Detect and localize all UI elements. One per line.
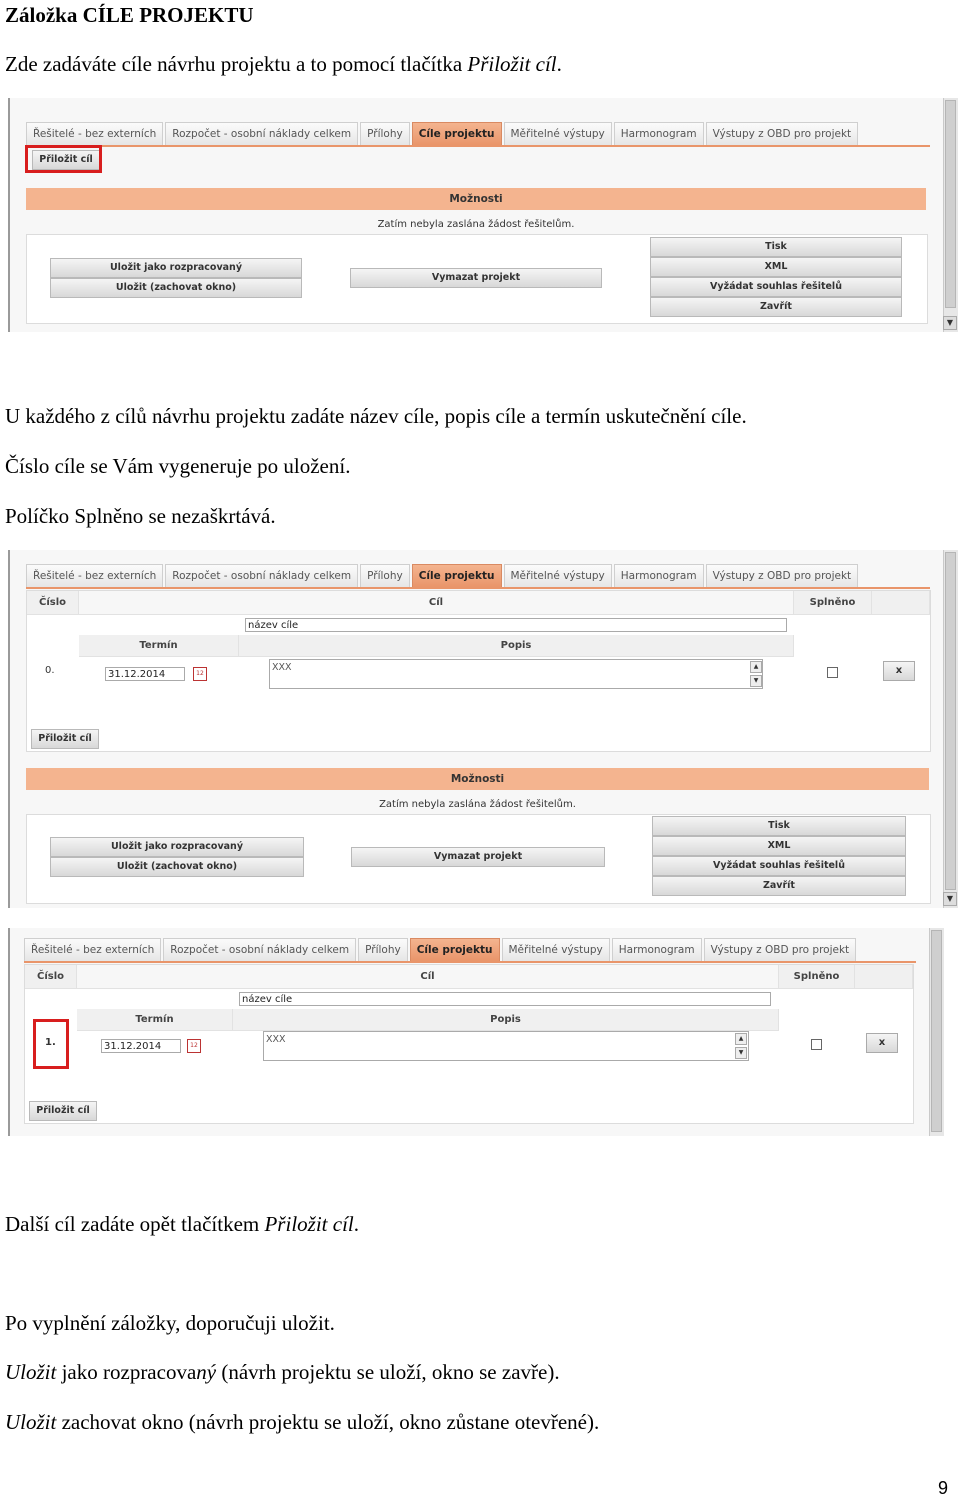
paragraph-2: U každého z cílů návrhu projektu zadáte název cíle, popis cíle a termín uskutečnění cíle. [5, 404, 747, 428]
col-number: Číslo [27, 591, 79, 615]
paragraph-8: Uložit zachovat okno (návrh projektu se uloží, okno zůstane otevřené). [5, 1410, 600, 1434]
request-consent-button[interactable]: Vyžádat souhlas řešitelů [652, 856, 906, 876]
page-number: 9 [937, 1478, 948, 1498]
screenshot-1 [8, 98, 958, 332]
scroll-down-icon[interactable]: ▼ [943, 892, 957, 906]
tab-harmonogram[interactable]: Harmonogram [612, 938, 702, 961]
tab-meritelne-vystupy[interactable]: Měřitelné výstupy [502, 938, 610, 961]
save-draft-button[interactable]: Uložit jako rozpracovaný [50, 837, 304, 857]
goal-number: 1. [45, 1037, 56, 1048]
tab-vystupy-obd[interactable]: Výstupy z OBD pro projekt [706, 122, 859, 145]
attach-goal-button[interactable]: Přiložit cíl [32, 150, 100, 170]
tab-resitele[interactable]: Řešitelé - bez externích [26, 122, 163, 145]
tab-prilohy[interactable]: Přílohy [360, 564, 410, 587]
paragraph-6: Po vyplnění záložky, doporučuji uložit. [5, 1311, 335, 1335]
scrollbar[interactable] [943, 98, 958, 332]
xml-button[interactable]: XML [652, 836, 906, 856]
paragraph-7: Uložit jako rozpracovaný (návrh projektu se uloží, okno se zavře). [5, 1360, 560, 1384]
tab-bar [24, 938, 856, 961]
scroll-up-icon[interactable]: ▲ [750, 661, 762, 673]
tab-prilohy[interactable]: Přílohy [358, 938, 408, 961]
delete-project-button[interactable]: Vymazat projekt [350, 268, 602, 288]
tab-harmonogram[interactable]: Harmonogram [614, 564, 704, 587]
screenshot-2 [8, 550, 958, 908]
tab-meritelne-vystupy[interactable]: Měřitelné výstupy [504, 122, 612, 145]
tab-bar [26, 122, 858, 145]
scroll-down-icon[interactable]: ▼ [943, 316, 957, 330]
tab-rozpocet[interactable]: Rozpočet - osobní náklady celkem [165, 564, 358, 587]
col-term: Termín [79, 635, 239, 657]
done-checkbox[interactable] [811, 1039, 822, 1050]
tab-prilohy[interactable]: Přílohy [360, 122, 410, 145]
print-button[interactable]: Tisk [650, 237, 902, 257]
tab-harmonogram[interactable]: Harmonogram [614, 122, 704, 145]
goal-name-input[interactable]: název cíle [239, 992, 771, 1006]
delete-row-button[interactable]: x [866, 1033, 898, 1053]
save-keep-button[interactable]: Uložit (zachovat okno) [50, 857, 304, 877]
tab-cile-projektu[interactable]: Cíle projektu [410, 938, 500, 961]
goals-table [24, 964, 914, 1124]
save-draft-button[interactable]: Uložit jako rozpracovaný [50, 258, 302, 278]
print-button[interactable]: Tisk [652, 816, 906, 836]
options-header: Možnosti [26, 188, 926, 210]
col-desc: Popis [233, 1009, 779, 1031]
no-request-text: Zatím nebyla zaslána žádost řešitelům. [377, 219, 575, 230]
no-request-text: Zatím nebyla zaslána žádost řešitelům. [379, 799, 576, 810]
request-consent-button[interactable]: Vyžádat souhlas řešitelů [650, 277, 902, 297]
scroll-down-icon[interactable]: ▼ [750, 675, 762, 687]
tab-underline [26, 145, 930, 147]
paragraph-4: Políčko Splněno se nezaškrtává. [5, 504, 276, 528]
tab-cile-projektu[interactable]: Cíle projektu [412, 122, 502, 145]
col-done: Splněno [779, 965, 855, 989]
goals-table [26, 590, 931, 752]
goal-number: 0. [45, 665, 55, 676]
attach-goal-button[interactable]: Přiložit cíl [29, 1101, 97, 1121]
tab-resitele[interactable]: Řešitelé - bez externích [26, 564, 163, 587]
screenshot-3 [8, 928, 944, 1136]
paragraph-3: Číslo cíle se Vám vygeneruje po uložení. [5, 454, 351, 478]
col-goal: Cíl [79, 591, 794, 615]
tab-meritelne-vystupy[interactable]: Měřitelné výstupy [504, 564, 612, 587]
delete-row-button[interactable]: x [883, 661, 915, 681]
scroll-up-icon[interactable]: ▲ [735, 1033, 747, 1045]
goal-name-input[interactable]: název cíle [245, 618, 787, 632]
tab-resitele[interactable]: Řešitelé - bez externích [24, 938, 161, 961]
tab-underline [26, 587, 930, 589]
description-textarea[interactable]: XXX [269, 659, 763, 689]
tab-rozpocet[interactable]: Rozpočet - osobní náklady celkem [165, 122, 358, 145]
tab-vystupy-obd[interactable]: Výstupy z OBD pro projekt [704, 938, 857, 961]
highlight-box [25, 145, 102, 173]
col-goal: Cíl [77, 965, 779, 989]
paragraph-5: Další cíl zadáte opět tlačítkem Přiložit cíl. [5, 1212, 359, 1236]
scrollbar[interactable] [929, 928, 944, 1136]
tab-cile-projektu[interactable]: Cíle projektu [412, 564, 502, 587]
date-input[interactable]: 31.12.2014 [101, 1039, 181, 1053]
delete-project-button[interactable]: Vymazat projekt [351, 847, 605, 867]
save-keep-button[interactable]: Uložit (zachovat okno) [50, 278, 302, 298]
col-done: Splněno [794, 591, 872, 615]
date-input[interactable]: 31.12.2014 [105, 667, 185, 681]
col-term: Termín [77, 1009, 233, 1031]
close-button[interactable]: Zavřít [650, 297, 902, 317]
description-textarea[interactable]: XXX [263, 1031, 749, 1061]
attach-goal-button[interactable]: Přiložit cíl [31, 729, 99, 749]
highlight-box [33, 1019, 69, 1069]
scrollbar[interactable] [943, 550, 958, 908]
options-header: Možnosti [26, 768, 929, 790]
scroll-down-icon[interactable]: ▼ [735, 1047, 747, 1059]
tab-rozpocet[interactable]: Rozpočet - osobní náklady celkem [163, 938, 356, 961]
intro-paragraph: Zde zadáváte cíle návrhu projektu a to pomocí tlačítka Přiložit cíl. [5, 52, 562, 76]
col-desc: Popis [239, 635, 794, 657]
done-checkbox[interactable] [827, 667, 838, 678]
close-button[interactable]: Zavřít [652, 876, 906, 896]
tab-bar [26, 564, 858, 587]
tab-vystupy-obd[interactable]: Výstupy z OBD pro projekt [706, 564, 859, 587]
calendar-icon[interactable]: 12 [187, 1039, 201, 1053]
calendar-icon[interactable]: 12 [193, 667, 207, 681]
page-heading: Záložka CÍLE PROJEKTU [5, 3, 254, 27]
xml-button[interactable]: XML [650, 257, 902, 277]
col-number: Číslo [25, 965, 77, 989]
tab-underline [24, 961, 916, 963]
